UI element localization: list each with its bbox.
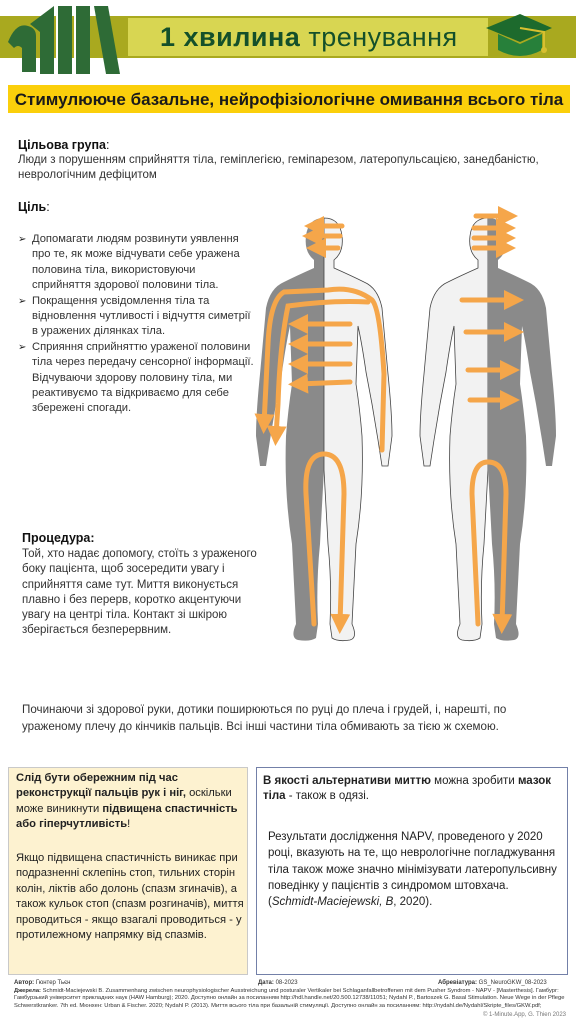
graduation-cap-icon [484, 8, 554, 64]
page-header-title: 1 хвилина тренування [160, 22, 458, 52]
header [0, 0, 576, 76]
procedure-heading: Процедура: [22, 531, 95, 545]
warning-text-1: Слід бути обережним під час реконструкції пальців рук і ніг, оскільки може виникнути підвищена спастичність або гіперчутливість! [16, 772, 238, 831]
goal-heading: Ціль: [18, 200, 50, 214]
footer: Автор: Гюнтер Тьєн Дата: 08-2023 Абревіатура: GS_NeuroGKW_08-2023 Джерела: Schmidt-Maciejewski B. Zusammenhang zwischen neurophysiologischer Ausstreichung und posturaler Vertikaler bei Schlaganfallbetroffenen mit dem Pusher Syndrom - NAPV - [Masterthesis]. Гамбург: Гамбурзький університет прикладних наук (HAW Hamburg); 2020. Доступно онлайн за посиланням http://hdl.handle.net/20.500.12738/11051; Nydahl P., Bartoszek G. Basal Stimulation. Neue Wege in der Pflege Schwerstkranker. 7th ed. Мюнхен: Urban & Fischer. 2020; Nydahl P. (2013). Миття всього тіла при базальній стимуляції. Доступно онлайн за посиланням: http://nydahl.de/Nydahl/Skripte_files/GKW.pdf; [14, 980, 565, 1009]
warning-text-2: Якщо підвищена спастичність виникає при подразненні склепінь стоп, тильних сторін колін, ліктів або долонь (спазм згиначів), а також кульок стоп (спазм розгиначів), миття проводиться - якщо взагалі проводиться - у протилежному напрямку від спазмів. [16, 852, 244, 942]
study-text: Результати дослідження NAPV, проведеного у 2020 році, вказують на те, що неврологічне погладжування тіла також може значно мінімізувати латеропульсивну поведінку у пацієнтів з синдромом штовхача. (Schmidt-Maciejewski, B, 2020). [268, 831, 557, 909]
list-item: ➢ Покращення усвідомлення тіла та відновлення чутливості і відчуття симетрії в уражених ділянках тіла. [18, 294, 256, 340]
copyright: © 1-Minute.App, G. Thien 2023 [482, 1012, 566, 1018]
procedure-text: Той, хто надає допомогу, стоїть з ураженого боку пацієнта, щоб зосередити увагу і сприйняття саме тут. Миття виконується плавно і без перерв, коротко акцентуючи увагу на центрі тіла. Контакт зі шкірою зберігається безперервним. [22, 548, 257, 637]
list-item: ➢ Допомагати людям розвинути уявлення про те, як може відчувати себе уражена половина тіла, використовуючи сприйняття здорової половини тіла. [18, 232, 256, 294]
back-body-figure [420, 218, 556, 641]
page-title: Стимулююче базальне, нейрофізіологічне омивання всього тіла [14, 90, 564, 109]
sources-text: Джерела: Schmidt-Maciejewski B. Zusammenhang zwischen neurophysiologischer Ausstreichung und posturaler Vertikaler bei Schlaganfallbetroffenen mit dem Pusher Syndrom - NAPV - [Masterthesis]. Гамбург: Гамбурзький університет прикладних наук (HAW Hamburg); 2020. Доступно онлайн за посиланням http://hdl.handle.net/20.500.12738/11051; Nydahl P., Bartoszek G. Basal Stimulation. Neue Wege in der Pflege Schwerstkranker. 7th ed. Мюнхен: Urban & Fischer. 2020; Nydahl P. (2013). Миття всього тіла при базальній стимуляції. Доступно онлайн за посиланням: http://nydahl.de/Nydahl/Skripte_files/GKW.pdf; [14, 988, 565, 1009]
target-group-heading: Цільова група: [18, 138, 110, 152]
body-washing-diagram [244, 204, 574, 654]
procedure-paragraph: Починаючи зі здорової руки, дотики поширюються по руці до плеча і грудей, і, нарешті, по ураженому плечу до кінчиків пальців. Всі інші частини тіла обмивають за тією ж схемою. [22, 703, 507, 733]
goal-list [18, 232, 256, 417]
target-group-text: Люди з порушенням сприйняття тіла, геміплегією, геміпарезом, латеропульсацією, занедбаністю, неврологічним дефіцитом [18, 154, 539, 181]
logo-icon [6, 2, 124, 76]
list-item: ➢ Сприяння сприйняттю ураженої половини тіла через передачу сенсорної інформації. Відчуваючи здорову половину тіла, ми реактивуємо та відкриваємо для себе збережені спогади. [18, 340, 256, 417]
alternative-text: В якості альтернативи миттю можна зробити мазок тіла - також в одязі. [263, 775, 552, 803]
